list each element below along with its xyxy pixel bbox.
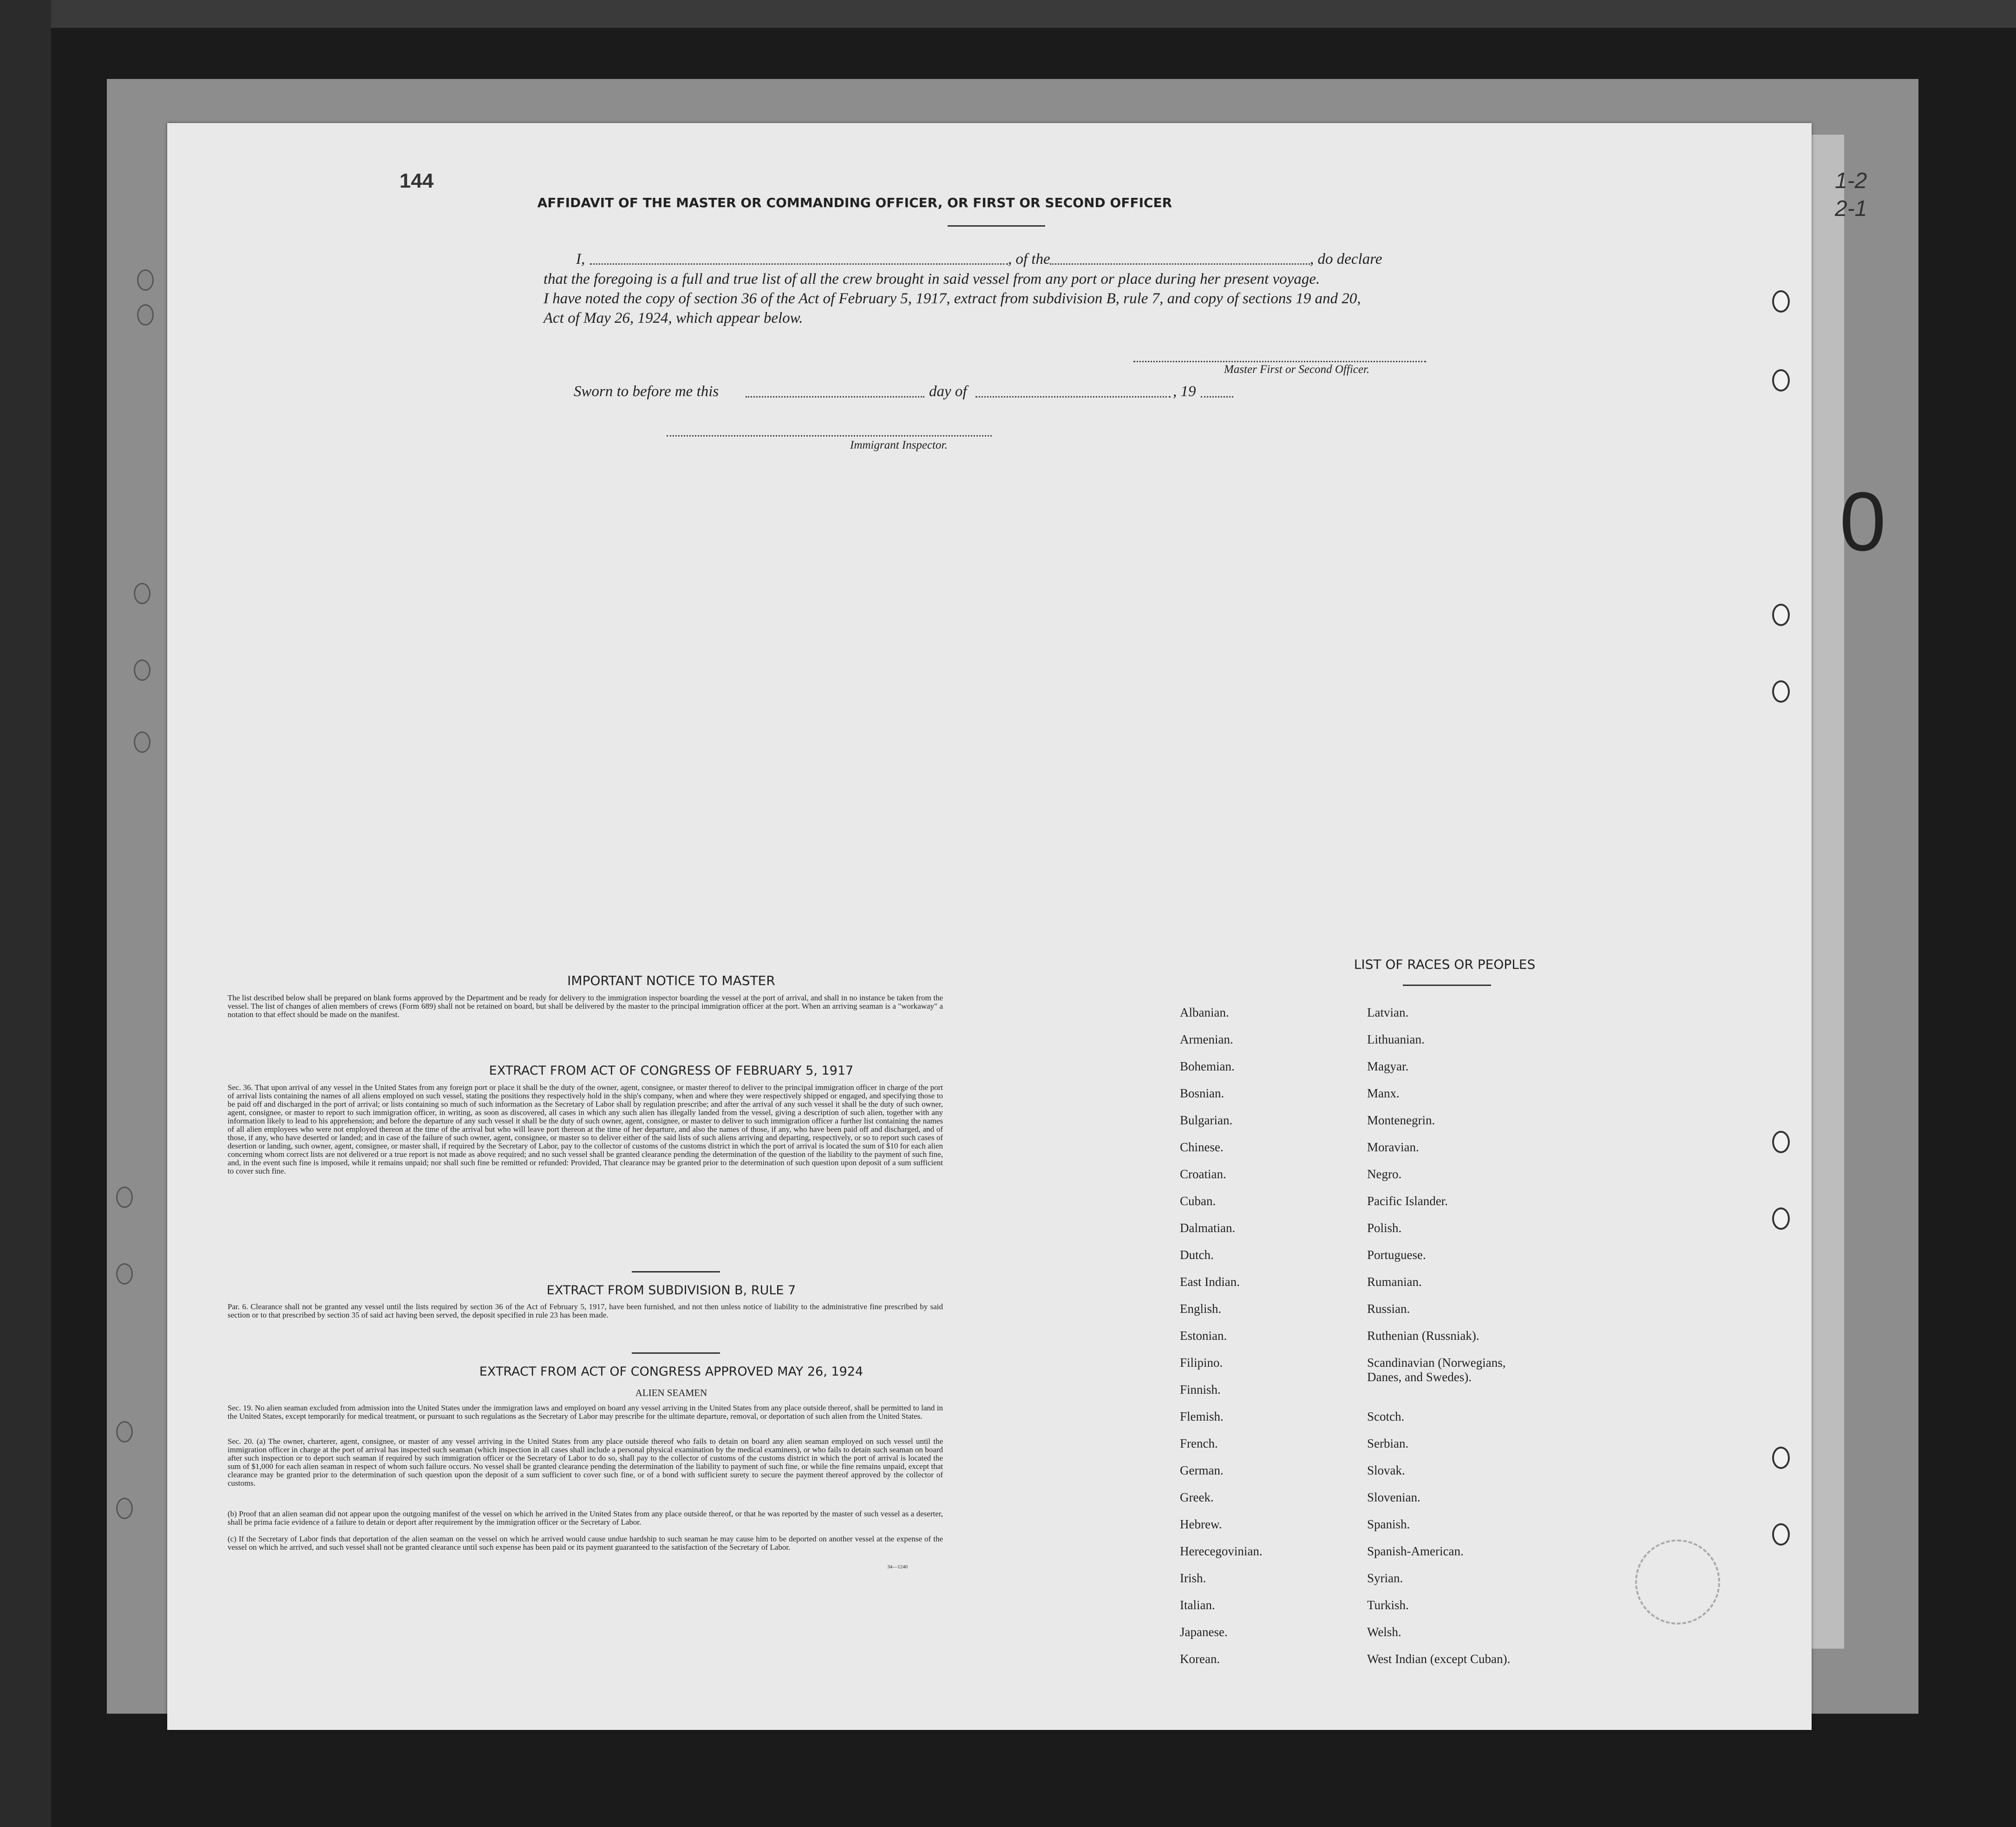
alien-seamen-subtitle: ALIEN SEAMEN bbox=[635, 1387, 707, 1398]
divider-1 bbox=[632, 1271, 720, 1272]
film-border-top bbox=[0, 0, 2016, 28]
extract-1924-sec19: Sec. 19. No alien seaman excluded from admission into the United States under the immigration laws and employed on board any vessel arriving in the United States from any place outside thereof, shall be permitted to land in the United States, except temporarily for medical treatment, or pursuant to such regulations as the Secretary of Labor may prescribe for the ultimate departure, removal, or deportation of such alien from the United States. bbox=[228, 1403, 943, 1421]
race-item: East Indian. bbox=[1180, 1275, 1240, 1289]
divider-2 bbox=[632, 1352, 720, 1354]
race-item: Filipino. bbox=[1180, 1356, 1223, 1370]
races-title: LIST OF RACES OR PEOPLES bbox=[1354, 957, 1536, 972]
race-item: Montenegrin. bbox=[1367, 1113, 1435, 1127]
race-item: Scandinavian (Norwegians, Danes, and Swedes). bbox=[1367, 1356, 1506, 1384]
form-number: 34—1240 bbox=[887, 1564, 908, 1570]
vessel-name-blank bbox=[1050, 263, 1310, 265]
race-item: Estonian. bbox=[1180, 1329, 1227, 1343]
race-item: Flemish. bbox=[1180, 1409, 1224, 1423]
sworn-day-of: day of bbox=[929, 383, 967, 400]
race-item: Greek. bbox=[1180, 1490, 1214, 1504]
binder-hole-right-8 bbox=[1772, 1523, 1790, 1546]
race-item: Spanish. bbox=[1367, 1517, 1410, 1531]
race-item: Italian. bbox=[1180, 1598, 1215, 1612]
race-item: Serbian. bbox=[1367, 1436, 1409, 1450]
extract-1924-sec20b: (b) Proof that an alien seaman did not appear upon the outgoing manifest of the vessel on which he arrived in the United States from any place outside thereof, or that he was reported by the master of such vessel as a deserter, shall be prima facie evidence of a failure to detain or deport after requirement by the immigration officer or the Secretary of Labor. bbox=[228, 1509, 943, 1527]
race-item: Dutch. bbox=[1180, 1248, 1214, 1262]
notice-text: The list described below shall be prepared on blank forms approved by the Department and be ready for delivery to the immigration inspector boarding the vessel at the port of arrival, and shall in no instance be taken from the vessel. The list of changes of alien members of crews (Form 689) shall not be retained on board, but shall be delivered by the master to the principal immigration officer at the port. When an arriving seaman is a "workaway" a notation to that effect should be made on the manifest. bbox=[228, 993, 943, 1019]
affidavit-of-the: , of the bbox=[1008, 251, 1050, 268]
notice-title: IMPORTANT NOTICE TO MASTER bbox=[567, 973, 775, 988]
binder-hole-left-5 bbox=[134, 731, 151, 753]
affidavit-line-4: Act of May 26, 1924, which appear below. bbox=[543, 310, 803, 326]
race-item: Japanese. bbox=[1180, 1625, 1228, 1639]
affidavit-line-3: I have noted the copy of section 36 of the Act of February 5, 1917, extract from subdivision B, rule 7, and copy of sections 19 and 20, bbox=[543, 290, 1361, 307]
sworn-date-blank bbox=[746, 396, 924, 398]
inspector-signature-line bbox=[667, 435, 992, 437]
race-item: Polish. bbox=[1367, 1221, 1402, 1235]
master-signature-label: Master First or Second Officer. bbox=[1224, 363, 1370, 376]
handwritten-sheet-number: 1-2 2-1 bbox=[1835, 169, 1867, 221]
race-item: Albanian. bbox=[1180, 1005, 1229, 1019]
film-border-left bbox=[0, 0, 51, 1827]
binder-hole-right-3 bbox=[1772, 604, 1790, 626]
page-number-mark: 144 bbox=[399, 170, 434, 192]
affidavit-divider bbox=[948, 225, 1045, 227]
race-item: Armenian. bbox=[1180, 1032, 1233, 1046]
race-item: Moravian. bbox=[1367, 1140, 1419, 1154]
binder-hole-left-1 bbox=[137, 269, 154, 291]
race-item: Lithuanian. bbox=[1367, 1032, 1425, 1046]
document-page bbox=[167, 123, 1812, 1730]
binder-hole-left-2 bbox=[137, 304, 154, 326]
race-item: English. bbox=[1180, 1302, 1222, 1316]
race-item: German. bbox=[1180, 1463, 1224, 1477]
race-item: Welsh. bbox=[1367, 1625, 1401, 1639]
race-item: Russian. bbox=[1367, 1302, 1410, 1316]
sworn-year-blank bbox=[1201, 396, 1233, 398]
binder-hole-left-3 bbox=[134, 583, 151, 604]
extract-1924-sec20a: Sec. 20. (a) The owner, charterer, agent, consignee, or master of any vessel arriving in the United States from any place outside thereof who fails to detain on board any alien seaman employed on such vessel until the immigration officer in charge at the port of arrival has inspected such seaman (which inspection in all cases shall include a personal physical examination by the medical examiners), or who fails to detain such seaman on board after such inspection or to deport such seaman if required by such immigration officer or the Secretary of Labor to do so, shall pay to the collector of customs of the customs district in which the port of arrival is located the sum of $1,000 for each alien seaman in respect of whom such failure occurs. No vessel shall be granted clearance pending the determination of the liability to payment of such fine, or while the fine remains unpaid, except that clearance may be granted prior to the determination of such question upon the deposit of a sum sufficient to cover such fine, or of a bond with sufficient surety to secure the payment thereof approved by the collector of customs. bbox=[228, 1437, 943, 1488]
binder-hole-right-7 bbox=[1772, 1447, 1790, 1469]
binder-hole-right-4 bbox=[1772, 680, 1790, 703]
master-name-blank bbox=[590, 263, 1008, 265]
binder-hole-right-5 bbox=[1772, 1131, 1790, 1153]
binder-hole-left-4 bbox=[134, 659, 151, 681]
race-item: Hebrew. bbox=[1180, 1517, 1222, 1531]
race-item: Negro. bbox=[1367, 1167, 1402, 1181]
races-divider bbox=[1403, 985, 1491, 986]
extract-1917-title: EXTRACT FROM ACT OF CONGRESS OF FEBRUARY 5, 1917 bbox=[489, 1064, 854, 1078]
race-item: Irish. bbox=[1180, 1571, 1206, 1585]
race-item: Portuguese. bbox=[1367, 1248, 1426, 1262]
handwritten-circle-mark: 0 bbox=[1839, 475, 1886, 568]
race-item: Latvian. bbox=[1367, 1005, 1409, 1019]
binder-hole-right-2 bbox=[1772, 369, 1790, 392]
sworn-month-blank bbox=[975, 396, 1171, 398]
race-item: Slovenian. bbox=[1367, 1490, 1420, 1504]
affidavit-line-2: that the foregoing is a full and true list of all the crew brought in said vessel from any port or place during her present voyage. bbox=[543, 271, 1320, 287]
affidavit-title: AFFIDAVIT OF THE MASTER OR COMMANDING OFFICER, OR FIRST OR SECOND OFFICER bbox=[537, 195, 1172, 210]
extract-1924-title: EXTRACT FROM ACT OF CONGRESS APPROVED MAY 26, 1924 bbox=[479, 1364, 864, 1379]
binder-hole-right-6 bbox=[1772, 1207, 1790, 1230]
race-item: Turkish. bbox=[1367, 1598, 1409, 1612]
race-item: West Indian (except Cuban). bbox=[1367, 1652, 1511, 1666]
race-item: Finnish. bbox=[1180, 1383, 1221, 1396]
race-item: French. bbox=[1180, 1436, 1218, 1450]
race-item: Manx. bbox=[1367, 1086, 1400, 1100]
race-item: Slovak. bbox=[1367, 1463, 1405, 1477]
race-item: Ruthenian (Russniak). bbox=[1367, 1329, 1479, 1343]
race-item: Dalmatian. bbox=[1180, 1221, 1236, 1235]
race-item: Spanish-American. bbox=[1367, 1544, 1464, 1558]
extract-1917-text: Sec. 36. That upon arrival of any vessel in the United States from any foreign port or place it shall be the duty of the owner, agent, consignee, or master thereof to deliver to the principal immigration officer in charge of the port of arrival lists containing the names of all aliens employed on such vessel, stating the positions they respectively hold in the ship's company, when and where they were respectively shipped or engaged, and specifying those to be paid off and discharged in the port of arrival; or lists containing so much of such information as the Secretary of Labor shall by regulation prescribe; and after the arrival of any such vessel it shall be the duty of such owner, agent, consignee, or master to report to such immigration officer, in writing, as soon as discovered, all cases in which any such alien has illegally landed from the vessel, giving a description of such alien, together with any information likely to lead to his apprehension; and before the departure of any such vessel it shall be the duty of such owner, agent, consignee, or master to deliver to such immigration officer a further list containing the names of all alien employees who were not employed thereon at the time of the arrival but who will leave port thereon at the time of her departure, and also the names of those, if any, who have been paid off and discharged, and of those, if any, who have deserted or landed; and in case of the failure of such owner, agent, consignee, or master so to deliver either of the said lists of such aliens arriving and departing, respectively, or so to report such cases of desertion or landing, such owner, agent, consignee, or master shall, if required by the Secretary of Labor, pay to the collector of customs of the customs district in which the port of arrival is located the sum of $10 for each alien concerning whom correct lists are not delivered or a true report is not made as above required; and no such vessel shall be granted clearance pending the determination of the question of the liability to the payment of such fine, and, in the event such fine is imposed, while it remains unpaid; nor shall such fine be remitted or refunded: Provided, That clearance may be granted prior to the determination of such question upon deposit of a sum sufficient to cover such fine. bbox=[228, 1083, 943, 1175]
race-item: Syrian. bbox=[1367, 1571, 1403, 1585]
race-item: Pacific Islander. bbox=[1367, 1194, 1448, 1208]
extract-1924-sec20c: (c) If the Secretary of Labor finds that deportation of the alien seaman on the vessel on which he arrived would cause undue hardship to such seaman he may cause him to be deported on another vessel at the expense of the vessel on which he arrived, and such vessel shall not be granted clearance until such expense has been paid or its payment guaranteed to the satisfaction of the Secretary of Labor. bbox=[228, 1534, 943, 1552]
race-item: Chinese. bbox=[1180, 1140, 1224, 1154]
race-item: Bosnian. bbox=[1180, 1086, 1224, 1100]
race-item: Scotch. bbox=[1367, 1409, 1405, 1423]
sworn-prefix: Sworn to before me this bbox=[574, 383, 719, 400]
binder-hole-left-8 bbox=[116, 1421, 133, 1442]
affidavit-declare: , do declare bbox=[1310, 251, 1382, 268]
race-item: Cuban. bbox=[1180, 1194, 1216, 1208]
master-signature-line bbox=[1133, 361, 1426, 362]
binder-hole-right-1 bbox=[1772, 290, 1790, 313]
binder-hole-left-6 bbox=[116, 1187, 133, 1208]
extract-rule7-title: EXTRACT FROM SUBDIVISION B, RULE 7 bbox=[546, 1283, 796, 1298]
sworn-year: , 19 bbox=[1173, 383, 1196, 400]
race-item: Korean. bbox=[1180, 1652, 1220, 1666]
race-item: Rumanian. bbox=[1367, 1275, 1422, 1289]
inspector-signature-label: Immigrant Inspector. bbox=[850, 439, 948, 451]
affidavit-i: I, bbox=[576, 251, 585, 268]
extract-rule7-text: Par. 6. Clearance shall not be granted any vessel until the lists required by section 36 of the Act of February 5, 1917, have been furnished, and not then unless notice of liability to the administrative fine prescribed by said section or to that prescribed by section 35 of said act having been served, the deposit specified in rule 23 has been made. bbox=[228, 1302, 943, 1319]
inspection-stamp bbox=[1635, 1540, 1720, 1625]
race-item: Herecegovinian. bbox=[1180, 1544, 1263, 1558]
binder-hole-left-7 bbox=[116, 1263, 133, 1285]
race-item: Bulgarian. bbox=[1180, 1113, 1233, 1127]
race-item: Croatian. bbox=[1180, 1167, 1226, 1181]
binder-hole-left-9 bbox=[116, 1498, 133, 1519]
race-item: Magyar. bbox=[1367, 1059, 1409, 1073]
race-item: Bohemian. bbox=[1180, 1059, 1235, 1073]
